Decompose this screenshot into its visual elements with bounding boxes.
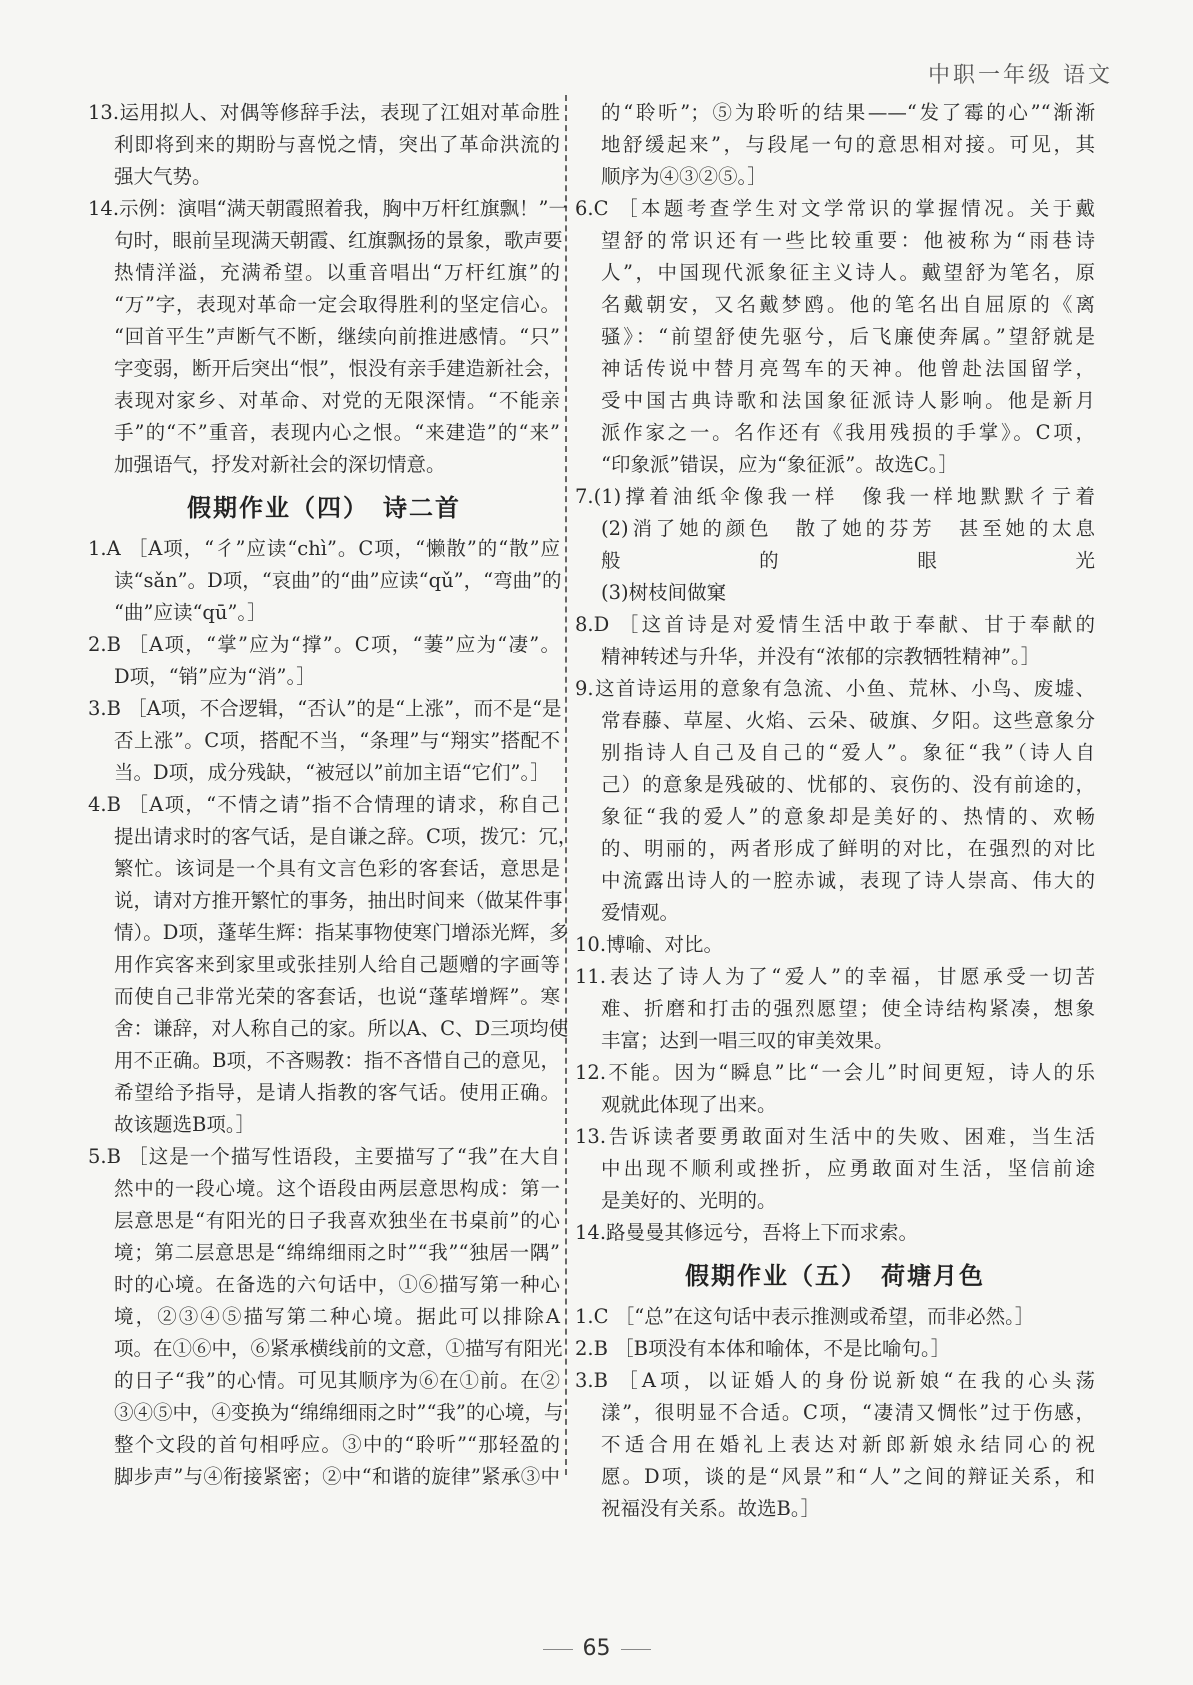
answer-item	[88, 533, 560, 629]
answer-line: 境；第二层意思是“绵绵细雨之时”“我”“独居一隅”	[114, 1241, 560, 1264]
column-divider	[565, 95, 567, 1475]
answer-line: 5.B ［这是一个描写性语段，主要描写了“我”在大自	[88, 1145, 560, 1168]
answer-line: 句时，眼前呈现满天朝霞、红旗飘扬的景象，歌声要	[114, 229, 563, 252]
answer-line: 热情洋溢，充满希望。以重音唱出“万杆红旗”的	[114, 261, 560, 284]
section-heading: 假期作业（四） 诗二首	[187, 494, 461, 522]
right-column	[575, 97, 1095, 1525]
answer-line: 用作宾客来到家里或张挂别人给自己题赠的字画等	[114, 953, 560, 976]
answer-line: 愿。D项，谈的是“风景”和“人”之间的辩证关系，和	[601, 1465, 1095, 1488]
answer-line: 脚步声”与④衔接紧密；②中“和谐的旋律”紧承③中	[114, 1465, 560, 1488]
answer-item	[88, 789, 578, 1141]
answer-line: 地舒缓起来”，与段尾一句的意思相对接。可见，其	[601, 133, 1095, 156]
footer-rule	[621, 1649, 651, 1650]
answer-line: 是美好的、光明的。	[601, 1189, 777, 1212]
answer-line: 6.C ［本题考查学生对文学常识的掌握情况。关于戴	[575, 197, 1095, 220]
answer-line: 13.告诉读者要勇敢面对生活中的失败、困难，当生活	[575, 1125, 1095, 1148]
answer-line: 读“sǎn”。D项，“哀曲”的“曲”应读“qǔ”，“弯曲”的	[114, 569, 562, 592]
answer-line: 常春藤、草屋、火焰、云朵、破旗、夕阳。这些意象分	[601, 709, 1095, 732]
answer-line: 望舒的常识还有一些比较重要：他被称为“雨巷诗	[601, 229, 1095, 252]
answer-line: “曲”应读“qū”。］	[114, 601, 267, 624]
answer-line: 名戴朝安，又名戴梦鸥。他的笔名出自屈原的《离	[601, 293, 1095, 316]
answer-line: 7.(1)撑着油纸伞像我一样 像我一样地默默彳亍着	[575, 485, 1095, 508]
answer-line: 骚》：“前望舒使先驱兮，后飞廉使奔属。”望舒就是	[601, 325, 1095, 348]
answer-item	[575, 1301, 1095, 1333]
answer-item	[575, 97, 1095, 193]
answer-item	[575, 609, 1095, 673]
answer-line: D项，“销”应为“消”。］	[114, 665, 316, 688]
answer-line: 时的心境。在备选的六句话中，①⑥描写第一种心	[114, 1273, 560, 1296]
answer-line: 否上涨”。C项，搭配不当，“条理”与“翔实”搭配不	[114, 729, 560, 752]
answer-line: 观就此体现了出来。	[601, 1093, 777, 1116]
answer-line: “万”字，表现对革命一定会取得胜利的坚定信心。	[114, 293, 560, 316]
answer-line: 派作家之一。名作还有《我用残损的手掌》。C项，	[601, 421, 1095, 444]
answer-line: 别指诗人自己及自己的“爱人”。象征“我”（诗人自	[601, 741, 1095, 764]
answer-line: 繁忙。该词是一个具有文言色彩的客套话，意思是	[114, 857, 560, 880]
answer-line: 境，②③④⑤描写第二种心境。据此可以排除A	[114, 1305, 560, 1328]
running-header: 中职一年级 语文	[928, 63, 1113, 88]
answer-item	[575, 481, 1095, 609]
answer-line: 字变弱，断开后突出“恨”，恨没有亲手建造新社会，	[114, 357, 563, 380]
answer-line: 人”，中国现代派象征主义诗人。戴望舒为笔名，原	[601, 261, 1095, 284]
answer-item	[575, 1057, 1095, 1121]
left-column	[88, 97, 578, 1493]
answer-line: 利即将到来的期盼与喜悦之情，突出了革命洪流的	[114, 133, 560, 156]
answer-line: 希望给予指导，是请人指教的客气话。使用正确。	[114, 1081, 560, 1104]
answer-line: “印象派”错误，应为“象征派”。故选C。］	[601, 453, 959, 476]
answer-line: 祝福没有关系。故选B。］	[601, 1497, 821, 1520]
answer-item	[575, 193, 1095, 481]
answer-line: 而使自己非常光荣的客套话，也说“蓬荜增辉”。寒	[114, 985, 560, 1008]
answer-line: 难、折磨和打击的强烈愿望；使全诗结构紧凑，想象	[601, 997, 1095, 1020]
answer-line: 14.路曼曼其修远兮，吾将上下而求索。	[575, 1221, 919, 1244]
answer-line: (2)消了她的颜色 散了她的芬芳 甚至她的太息	[601, 517, 1095, 540]
answer-line: 己）的意象是残破的、忧郁的、哀伤的、没有前途的，	[601, 773, 1095, 796]
answer-line: 1.C ［“总”在这句话中表示推测或希望，而非必然。］	[575, 1305, 1035, 1328]
answer-line: 1.A ［A项，“彳”应读“chì”。C项，“懒散”的“散”应	[88, 537, 560, 560]
answer-line: 2.B ［A项，“掌”应为“撑”。C项，“萋”应为“凄”。	[88, 633, 560, 656]
answer-line: 漾”，很明显不合适。C项，“凄清又惆怅”过于伤感，	[601, 1401, 1095, 1424]
answer-line: 情）。D项，蓬荜生辉：指某事物使寒门增添光辉，多	[114, 921, 569, 944]
answer-line: 神话传说中替月亮驾车的天神。他曾赴法国留学，	[601, 357, 1095, 380]
answer-line: 3.B ［A项，以证婚人的身份说新娘“在我的心头荡	[575, 1369, 1095, 1392]
answer-item	[88, 1141, 564, 1493]
answer-line: 12.不能。因为“瞬息”比“一会儿”时间更短，诗人的乐	[575, 1061, 1095, 1084]
answer-line: 加强语气，抒发对新社会的深切情意。	[114, 453, 446, 476]
answer-line: 3.B ［A项，不合逻辑，“否认”的是“上涨”，而不是“是	[88, 697, 562, 720]
answer-line: 13.运用拟人、对偶等修辞手法，表现了江姐对革命胜	[88, 101, 560, 124]
answer-line: 4.B ［A项，“不情之请”指不合情理的请求，称自己	[88, 793, 560, 816]
answer-line: 层意思是“有阳光的日子我喜欢独坐在书桌前”的心	[114, 1209, 560, 1232]
answer-line: 说，请对方推开繁忙的事务，抽出时间来（做某件事	[114, 889, 563, 912]
answer-item	[575, 1217, 1095, 1249]
answer-item	[575, 929, 1095, 961]
answer-item	[88, 193, 568, 481]
answer-line: 14.示例：演唱“满天朝霞照着我，胸中万杆红旗飘！”一	[88, 197, 568, 220]
answer-item	[575, 1121, 1095, 1217]
answer-line: 强大气势。	[114, 165, 212, 188]
answer-line: “回首平生”声断气不断，继续向前推进感情。“只”	[114, 325, 560, 348]
footer-rule	[543, 1649, 573, 1650]
answer-line: 2.B ［B项没有本体和喻体，不是比喻句。］	[575, 1337, 951, 1360]
answer-item	[88, 97, 560, 193]
answer-line: 项。在①⑥中，⑥紧承横线前的文意，①描写有阳光	[114, 1337, 563, 1360]
answer-line: 表现对家乡、对革命、对党的无限深情。“不能亲	[114, 389, 560, 412]
answer-item	[575, 673, 1095, 929]
answer-line: ③④⑤中，④变换为“绵绵细雨之时”“我”的心境，与	[114, 1401, 564, 1424]
answer-line: (3)树枝间做窠	[601, 581, 727, 604]
answer-line: 般的眼光	[601, 549, 1095, 572]
answer-line: 手”的“不”重音，表现内心之恨。“来建造”的“来”	[114, 421, 560, 444]
answer-line: 的、明丽的，两者形成了鲜明的对比，在强烈的对比	[601, 837, 1095, 860]
answer-line: 提出请求时的客气话，是自谦之辞。C项，拨冗：冗，	[114, 825, 578, 848]
answer-line: 爱情观。	[601, 901, 680, 924]
answer-line: 整个文段的首句相呼应。③中的“聆听”“那轻盈的	[114, 1433, 560, 1456]
answer-item	[88, 629, 560, 693]
answer-item	[575, 1365, 1095, 1525]
answer-line: 中出现不顺利或挫折，应勇敢面对生活，坚信前途	[601, 1157, 1095, 1180]
answer-line: 丰富；达到一唱三叹的审美效果。	[601, 1029, 894, 1052]
answer-line: 11.表达了诗人为了“爱人”的幸福，甘愿承受一切苦	[575, 965, 1095, 988]
answer-line: 舍：谦辞，对人称自己的家。所以A、C、D三项均使	[114, 1017, 569, 1040]
answer-line: 然中的一段心境。这个语段由两层意思构成：第一	[114, 1177, 560, 1200]
answer-line: 受中国古典诗歌和法国象征派诗人影响。他是新月	[601, 389, 1095, 412]
answer-line: 中流露出诗人的一腔赤诚，表现了诗人崇高、伟大的	[601, 869, 1095, 892]
answer-line: 当。D项，成分残缺，“被冠以”前加主语“它们”。］	[114, 761, 550, 784]
page-footer	[0, 1636, 1193, 1661]
answer-line: 不适合用在婚礼上表达对新郎新娘永结同心的祝	[601, 1433, 1095, 1456]
answer-line: 象征“我的爱人”的意象却是美好的、热情的、欢畅	[601, 805, 1095, 828]
answer-line: 精神转述与升华，并没有“浓郁的宗教牺牲精神”。］	[601, 645, 1041, 668]
answer-item	[575, 1333, 1095, 1365]
answer-item	[575, 961, 1095, 1057]
answer-line: 9.这首诗运用的意象有急流、小鱼、荒林、小鸟、废墟、	[575, 677, 1095, 700]
answer-line: 10.博喻、对比。	[575, 933, 724, 956]
answer-line: 顺序为④③②⑤。］	[601, 165, 767, 188]
answer-item	[88, 693, 560, 789]
page-number: 65	[582, 1636, 611, 1661]
answer-line: 8.D ［这首诗是对爱情生活中敢于奉献、甘于奉献的	[575, 613, 1095, 636]
answer-line: 用不正确。B项，不吝赐教：指不吝惜自己的意见，	[114, 1049, 560, 1072]
answer-line: 故该题选B项。］	[114, 1113, 256, 1136]
answer-line: 的“聆听”；⑤为聆听的结果——“发了霉的心”“渐渐	[601, 101, 1095, 124]
answer-line: 的日子“我”的心情。可见其顺序为⑥在①前。在②	[114, 1369, 560, 1392]
section-heading: 假期作业（五） 荷塘月色	[685, 1262, 985, 1290]
